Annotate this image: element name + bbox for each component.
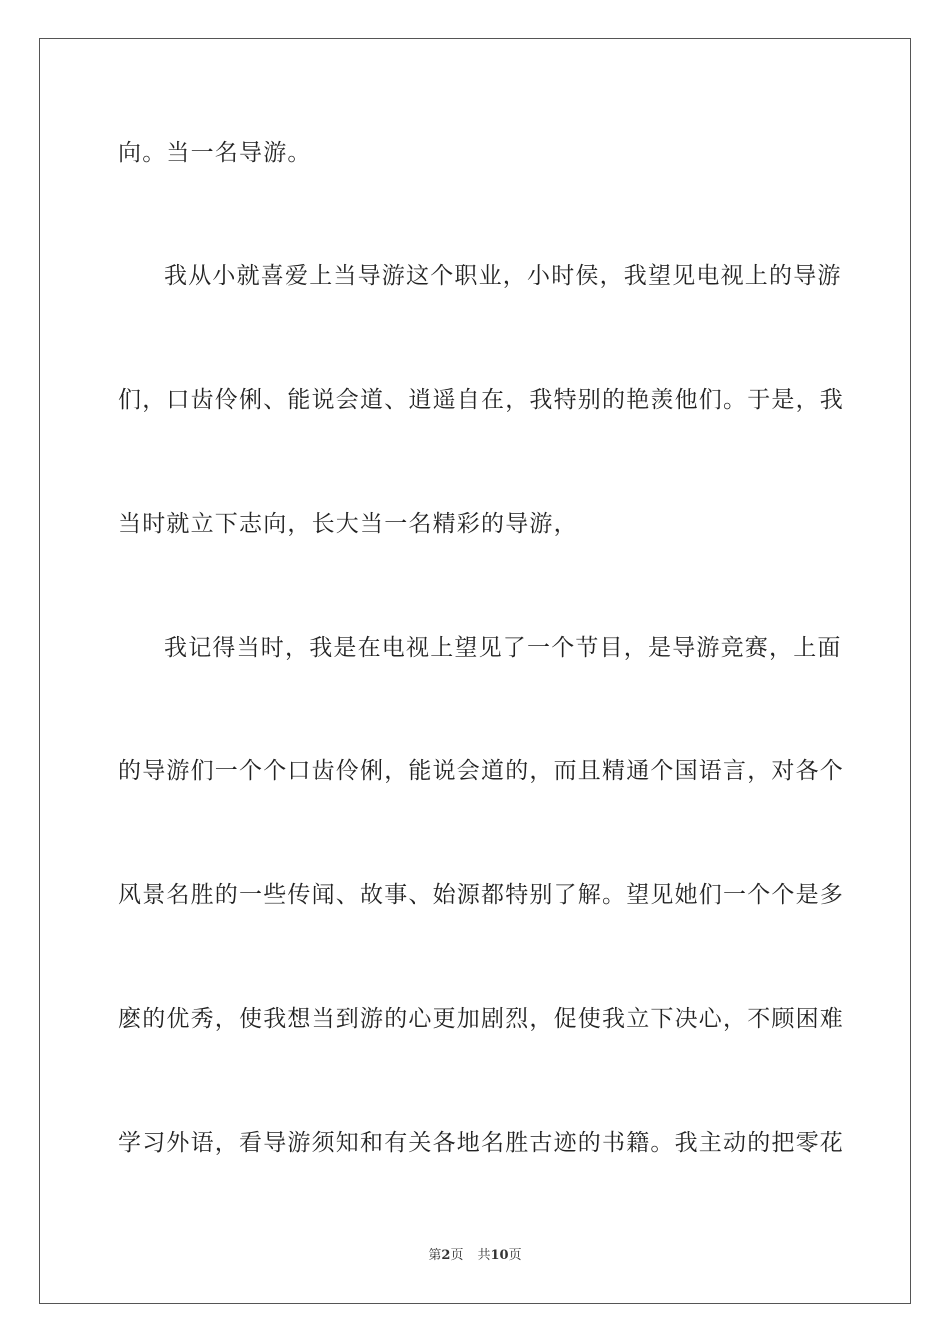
page-number: 2: [441, 1248, 451, 1263]
page-border: [39, 38, 911, 1304]
total-suffix: 页: [508, 1248, 522, 1263]
text-line: 当时就立下志向，长大当一名精彩的导游，: [118, 511, 578, 537]
paragraph-first-line: 我从小就喜爱上当导游这个职业，小时侯，我望见电视上的导游: [164, 263, 842, 289]
total-pages: 10: [490, 1248, 509, 1263]
text-line: 风景名胜的一些传闻、故事、始源都特别了解。望见她们一个个是多: [118, 882, 844, 908]
page-prefix: 第: [428, 1248, 442, 1263]
page-footer: [0, 1247, 950, 1265]
text-line: 们，口齿伶俐、能说会道、逍遥自在，我特别的艳羡他们。于是，我: [118, 387, 844, 413]
text-line: 向。当一名导游。: [118, 140, 312, 166]
paragraph-first-line: 我记得当时，我是在电视上望见了一个节目，是导游竞赛，上面: [164, 635, 842, 661]
page-suffix: 页: [450, 1248, 464, 1263]
text-line: 的导游们一个个口齿伶俐，能说会道的，而且精通个国语言，对各个: [118, 758, 844, 784]
text-line: 麽的优秀，使我想当到游的心更加剧烈，促使我立下决心，不顾困难: [118, 1006, 844, 1032]
text-line: 学习外语，看导游须知和有关各地名胜古迹的书籍。我主动的把零花: [118, 1130, 844, 1156]
total-prefix: 共: [477, 1248, 491, 1263]
